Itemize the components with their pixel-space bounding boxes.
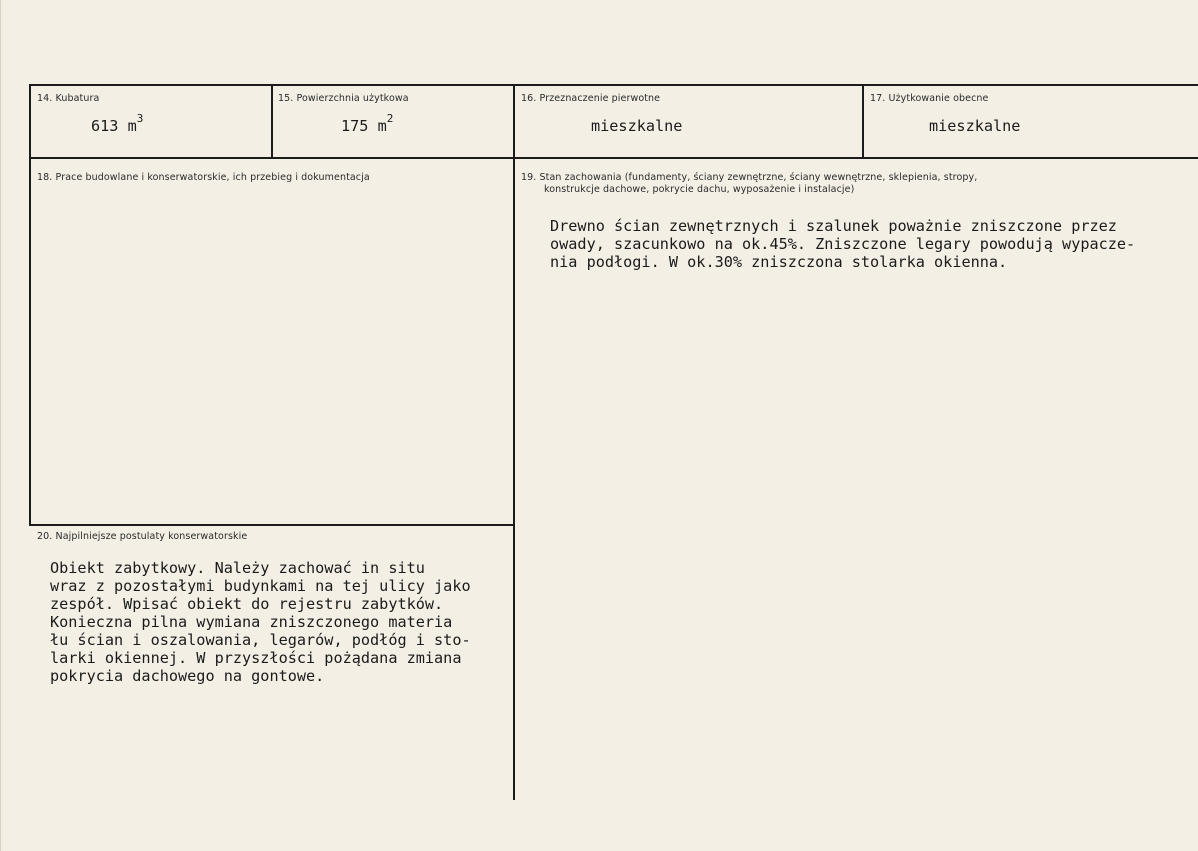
field-20-label: 20. Najpilniejsze postulaty konserwatorskie [37,531,248,542]
field-17-value: mieszkalne [929,117,1021,135]
field-20-text-line-5: łu ścian i oszalowania, legarów, podłóg i sto- [50,631,471,649]
field-15-label: 15. Powierzchnia użytkowa [278,93,409,104]
field-17-label: 17. Użytkowanie obecne [870,93,989,104]
volume-exponent: 3 [136,112,144,125]
field-14-value [91,112,144,137]
row1-bottom-rule [29,157,1198,159]
volume-unit: m [127,117,137,135]
left-border [29,84,31,526]
field-18-label: 18. Prace budowlane i konserwatorskie, ich przebieg i dokumentacja [37,172,370,183]
field-19-text-line-1: Drewno ścian zewnętrznych i szalunek poważnie zniszczone przez [550,217,1117,235]
field-15-value [341,112,394,137]
field-19-text-line-3: nia podłogi. W ok.30% zniszczona stolarka okienna. [550,253,1008,271]
area-unit: m [377,117,387,135]
row2-bottom-rule [29,524,514,526]
volume-number: 613 [91,117,119,135]
field-20-text-line-6: larki okiennej. W przyszłości pożądana zmiana [50,649,462,667]
field-20-text-line-2: wraz z pozostałymi budynkami na tej ulicy jako [50,577,471,595]
field-19-text-line-2: owady, szacunkowo na ok.45%. Zniszczone legary powodują wypacze- [550,235,1136,253]
area-exponent: 2 [386,112,394,125]
field-20-text-line-4: Konieczna pilna wymiana zniszczonego materia [50,613,453,631]
field-14-label: 14. Kubatura [37,93,100,104]
field-19-label-line-1: 19. Stan zachowania (fundamenty, ściany zewnętrzne, ściany wewnętrzne, sklepienia, stropy, [521,172,978,183]
center-divider [513,84,515,800]
top-rule [29,84,1198,86]
field-19-label-line-2: konstrukcje dachowe, pokrycie dachu, wyposażenie i instalacje) [544,184,855,195]
divider-16-17 [862,84,864,158]
field-16-value: mieszkalne [591,117,683,135]
field-20-text-line-3: zespół. Wpisać obiekt do rejestru zabytków. [50,595,444,613]
field-16-label: 16. Przeznaczenie pierwotne [521,93,661,104]
field-20-text-line-7: pokrycia dachowego na gontowe. [50,667,325,685]
area-number: 175 [341,117,369,135]
divider-14-15 [271,84,273,158]
field-20-text-line-1: Obiekt zabytkowy. Należy zachować in situ [50,559,425,577]
